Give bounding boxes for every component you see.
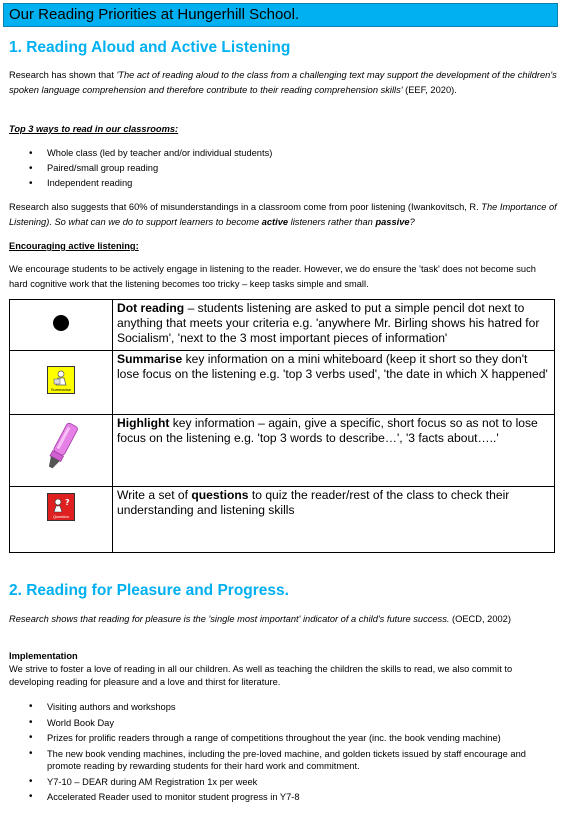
highlighter-pen-icon [44, 420, 78, 476]
strategy-text [113, 415, 555, 487]
section2-intro [9, 612, 557, 627]
research-text: Research also suggests that 60% of misunderstandings in a classroom come from poor listening (Iwankovitsch, R. [9, 202, 482, 212]
table-row [10, 487, 555, 553]
strategy-text [113, 351, 555, 415]
strategy-name: Dot reading [117, 301, 185, 315]
list-item: • Y7-10 – DEAR during AM Registration 1x per week [9, 776, 549, 789]
strategy-description: key information on a mini whiteboard (keep it short so they don't lose focus on the listening e.g. 'top 3 verbs used', 'the date in which X happened' [117, 352, 548, 381]
strategies-table [9, 299, 555, 553]
ways-list [9, 146, 549, 191]
strategy-text [113, 300, 555, 351]
section1-intro [9, 68, 557, 98]
icon-cell [10, 487, 113, 553]
list-item: • Visiting authors and workshops [9, 701, 549, 714]
list-item: • Prizes for prolific readers through a range of competitions throughout the year (inc. the book vending machine) [9, 732, 549, 745]
question-card-icon [47, 493, 75, 521]
strategy-description: key information – again, give a specific, short focus so as not to lose focus on the listening e.g. 'top 3 words to describe…', '3 facts about…..' [117, 416, 538, 445]
icon-cell [10, 300, 113, 351]
strategy-description: to quiz the reader/rest of the class to check their understanding and listening skills [117, 488, 510, 517]
research-source-title: The Importance of Listening [9, 202, 557, 227]
list-item: • Paired/small group reading [9, 161, 549, 176]
research-paragraph [9, 200, 557, 230]
research-question-2: listeners rather than [288, 217, 376, 227]
table-row [10, 300, 555, 351]
section1-heading: 1. Reading Aloud and Active Listening [9, 39, 291, 56]
black-dot-icon [53, 315, 69, 331]
list-item: • World Book Day [9, 717, 549, 730]
implementation-heading: Implementation [9, 651, 78, 661]
pleasure-quote: Research shows that reading for pleasure is the 'single most important' indicator of a child's future success. [9, 614, 450, 624]
ways-heading-text: Top 3 ways to read in our classrooms: [9, 124, 179, 134]
icon-cell [10, 415, 113, 487]
list-item: • Whole class (led by teacher and/or individual students) [9, 146, 549, 161]
strategy-name: questions [191, 488, 249, 502]
implementation-text: We strive to foster a love of reading in all our children. As well as teaching the children the skills to read, we also commit to developing reading for pleasure and a love and thirst for literature. [9, 664, 513, 687]
question-card-label: Question [52, 514, 69, 519]
ways-heading [9, 122, 557, 137]
implementation-block [9, 650, 557, 689]
table-row [10, 351, 555, 415]
research-question: ). So what can we do to support learners to become [46, 217, 262, 227]
icon-cell [10, 351, 113, 415]
passive-word: passive [375, 217, 410, 227]
strategy-name: Summarise [117, 352, 183, 366]
pleasure-list [9, 701, 549, 807]
oecd-citation: (OECD, 2002) [449, 614, 511, 624]
research-question-end: ? [409, 217, 415, 227]
eef-quote: 'The act of reading aloud to the class from a challenging text may support the development of the children's spoken language comprehension and therefore contribute to their reading comprehension skills' [9, 70, 557, 95]
page-banner [3, 3, 558, 27]
summarise-card-icon [47, 366, 75, 394]
list-item: • The new book vending machines, including the pre-loved machine, and golden tickets issued by staff encourage and promote reading by rewarding students for their hard work and commitment. [9, 748, 549, 773]
eef-citation: (EEF, 2020). [402, 85, 457, 95]
encourage-heading [9, 239, 557, 254]
table-row [10, 415, 555, 487]
intro-text: Research has shown that [9, 70, 117, 80]
svg-text:?: ? [65, 498, 70, 507]
strategy-prefix: Write a set of [117, 488, 192, 502]
encourage-paragraph: We encourage students to be actively engage in listening to the reader. However, we do ensure the 'task' does not become such hard cognitive work that the listening becomes too tricky – keep tasks simple and small. [9, 264, 536, 289]
active-word: active [261, 217, 289, 227]
strategy-text [113, 487, 555, 553]
list-item: • Accelerated Reader used to monitor student progress in Y7-8 [9, 791, 549, 804]
strategy-name: Highlight [117, 416, 170, 430]
section2-heading: 2. Reading for Pleasure and Progress. [9, 582, 289, 599]
encourage-heading-text: Encouraging active listening: [9, 241, 139, 251]
strategy-description: – students listening are asked to put a simple pencil dot next to anything that meets your criteria e.g. 'anywhere Mr. Birling shows his hatred for Socialism', 'next to the 3 most important pieces of information' [117, 301, 540, 345]
page-title: Our Reading Priorities at Hungerhill School. [9, 6, 300, 23]
list-item: • Independent reading [9, 176, 549, 191]
summarise-card-label: Summarise [50, 387, 72, 392]
